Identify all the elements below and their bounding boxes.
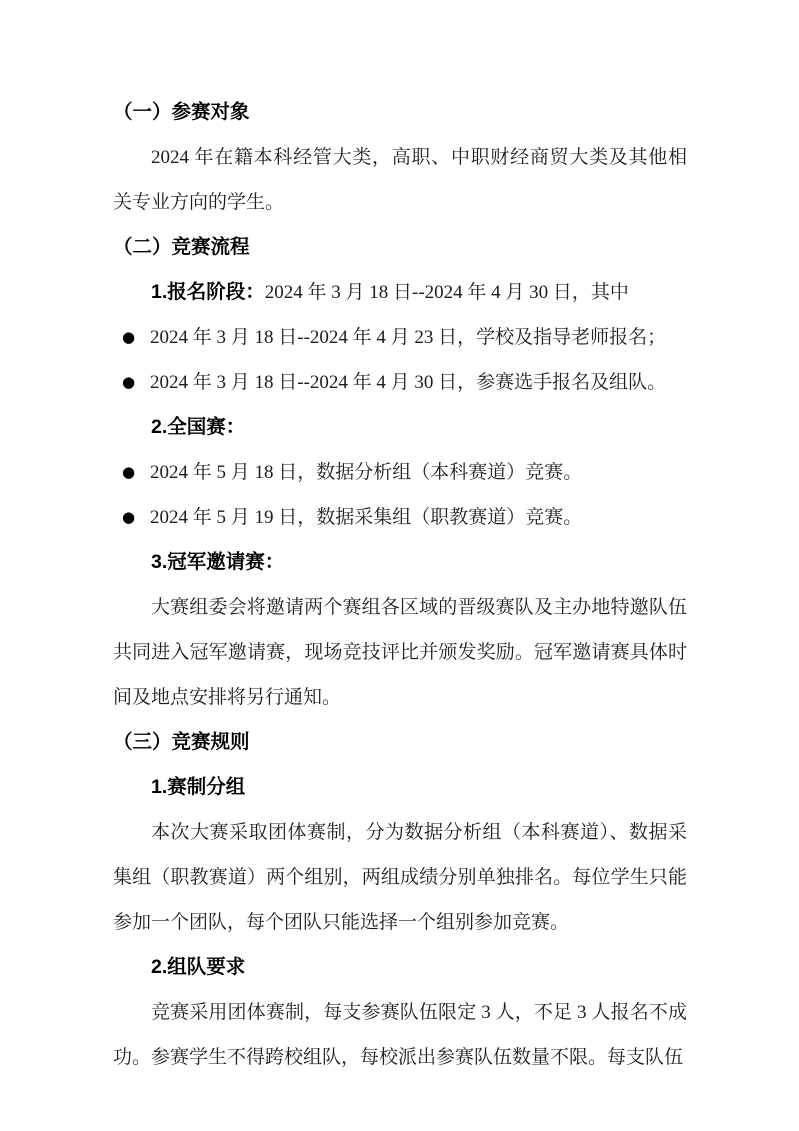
sub-heading-champion-invitational-label: 3.冠军邀请赛：: [151, 551, 285, 573]
sub-heading-team-requirements: [113, 945, 687, 990]
bullet-item-text: 2024 年 5 月 18 日，数据分析组（本科赛道）竞赛。: [150, 462, 583, 483]
bullet-item-player-signup: [113, 360, 687, 405]
sub-heading-team-requirements-label: 2.组队要求: [151, 956, 246, 978]
bullet-item-text: 2024 年 5 月 19 日，数据采集组（职教赛道）竞赛。: [150, 507, 583, 528]
paragraph-champion-invitational: 大赛组委会将邀请两个赛组各区域的晋级赛队及主办地特邀队伍共同进入冠军邀请赛，现场竞技评比并颁发奖励。冠军邀请赛具体时间及地点安排将另行通知。: [113, 597, 687, 708]
paragraph-grouping-rules: 本次大赛采取团体赛制，分为数据分析组（本科赛道）、数据采集组（职教赛道）两个组别，两组成绩分别单独排名。每位学生只能参加一个团队，每个团队只能选择一个组别参加竞赛。: [113, 822, 687, 933]
section-heading-1: （一）参赛对象: [113, 101, 250, 123]
bullet-item-school-signup: [113, 315, 687, 360]
bullet-item-analysis-track: [113, 450, 687, 495]
sub-heading-registration-dates: 2024 年 3 月 18 日--2024 年 4 月 30 日，其中: [264, 282, 629, 303]
paragraph-eligibility: 2024 年在籍本科经管大类，高职、中职财经商贸大类及其他相关专业方向的学生。: [113, 147, 687, 213]
bullet-icon: ●: [122, 373, 136, 391]
bullet-item-collection-track: [113, 495, 687, 540]
sub-heading-national-final: [113, 405, 687, 450]
paragraph-team-requirements: 竞赛采用团体赛制，每支参赛队伍限定 3 人，不足 3 人报名不成功。参赛学生不得跨校组队，每校派出参赛队伍数量不限。每支队伍: [113, 1002, 687, 1068]
bullet-item-text: 2024 年 3 月 18 日--2024 年 4 月 23 日，学校及指导老师报名；: [150, 327, 667, 348]
bullet-icon: ●: [122, 508, 136, 526]
section-heading-2: （二）竞赛流程: [113, 236, 250, 258]
sub-heading-registration: [113, 270, 687, 315]
sub-heading-champion-invitational: [113, 540, 687, 585]
bullet-icon: ●: [122, 328, 136, 346]
sub-heading-grouping: [113, 765, 687, 810]
sub-heading-registration-label: 1.报名阶段：: [151, 281, 265, 303]
sub-heading-grouping-label: 1.赛制分组: [151, 776, 246, 798]
bullet-icon: ●: [122, 463, 136, 481]
bullet-item-text: 2024 年 3 月 18 日--2024 年 4 月 30 日，参赛选手报名及组队。: [150, 372, 667, 393]
section-heading-3: （三）竞赛规则: [113, 731, 250, 753]
sub-heading-national-final-label: 2.全国赛：: [151, 416, 246, 438]
